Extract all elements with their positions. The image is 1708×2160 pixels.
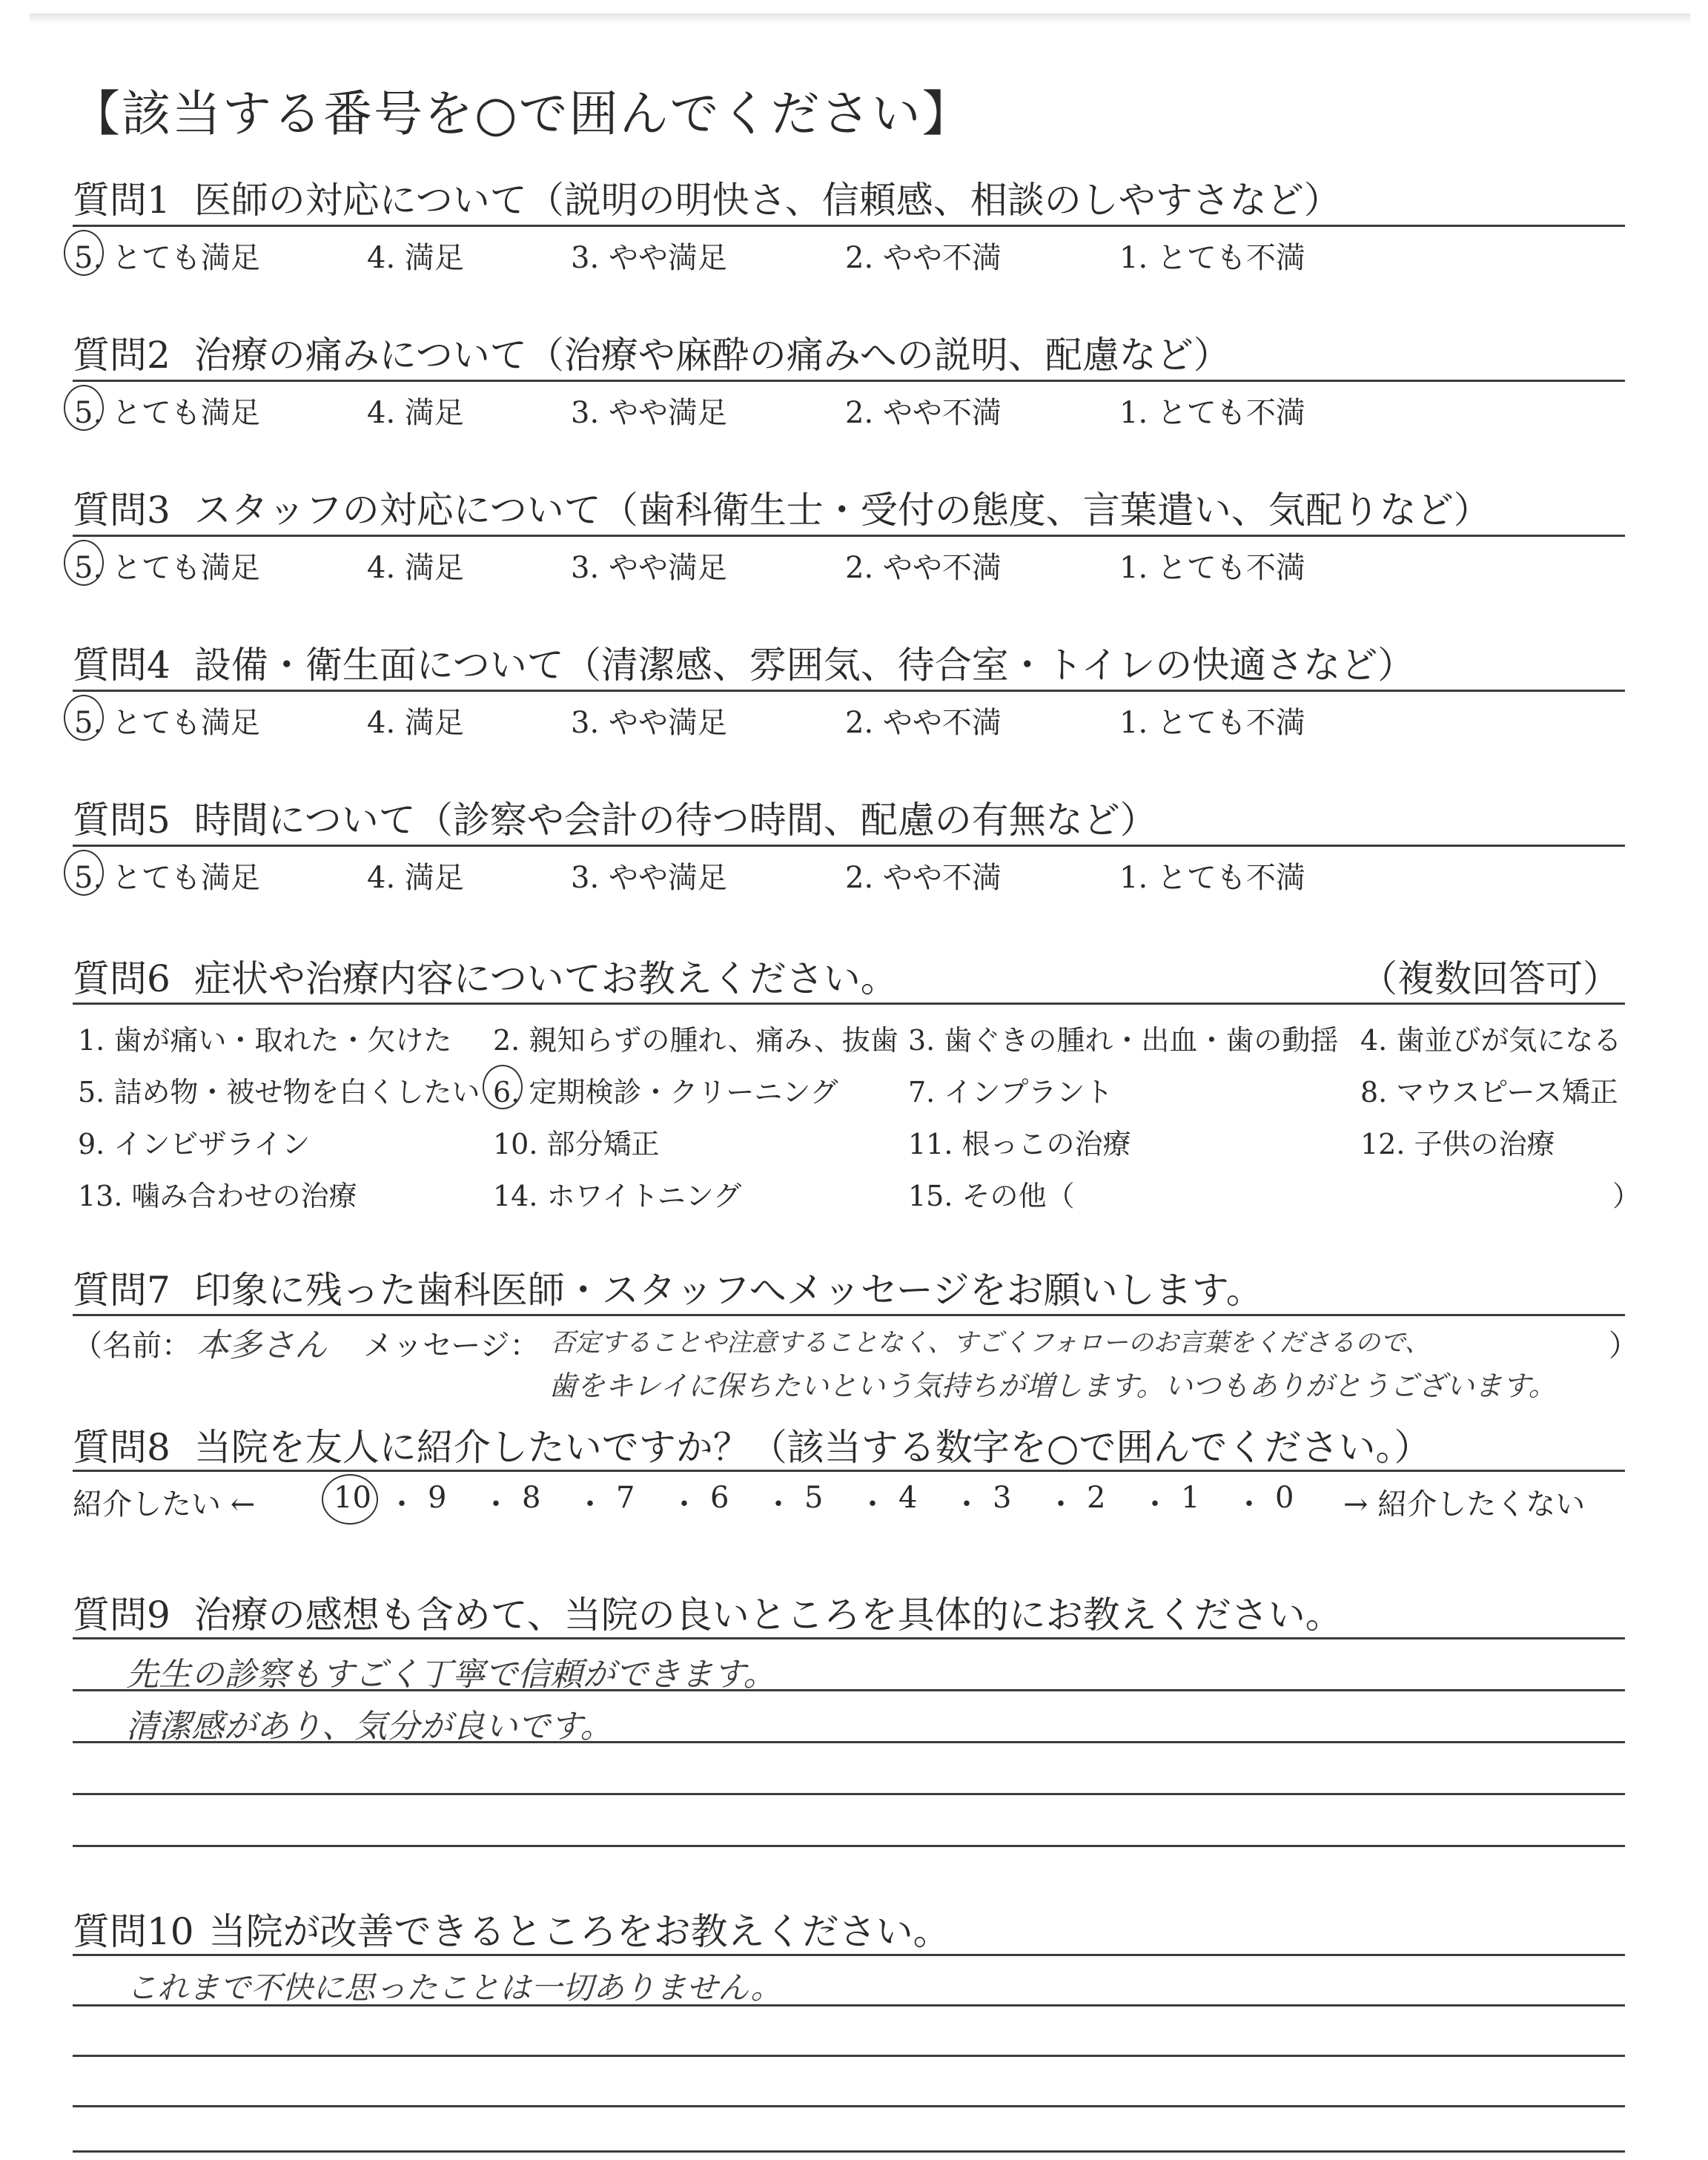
q9-text: 治療の感想も含めて、当院の良いところを具体的にお教えください。 bbox=[193, 1593, 1343, 1636]
q8-scale-5[interactable]: 5 bbox=[804, 1481, 824, 1515]
q6-rule bbox=[73, 1003, 1625, 1005]
q8-text: 当院を友人に紹介したいですか？（該当する数字を○で囲んでください。） bbox=[193, 1426, 1431, 1469]
q2-heading bbox=[73, 326, 1231, 379]
q8-separator: ・ bbox=[858, 1487, 887, 1522]
q8-separator: ・ bbox=[575, 1487, 605, 1522]
q5-option-5[interactable]: 5. とても満足 bbox=[74, 861, 260, 895]
q10-answer-line bbox=[73, 2055, 1625, 2057]
q1-option-4[interactable]: 4. 満足 bbox=[367, 241, 464, 275]
q8-separator: ・ bbox=[669, 1487, 699, 1522]
q8-scale-3[interactable]: 3 bbox=[993, 1481, 1012, 1515]
q6-close-paren: ） bbox=[1612, 1180, 1641, 1212]
q6-option-6[interactable]: 6. 定期検診・クリーニング bbox=[493, 1076, 838, 1109]
q7-label: 質問7 bbox=[73, 1269, 171, 1312]
q10-answer-1: これまで不快に思ったことは一切ありません。 bbox=[126, 1969, 782, 2006]
q3-selection-circle bbox=[64, 540, 104, 586]
q8-scale-6[interactable]: 6 bbox=[710, 1481, 729, 1515]
q6-text: 症状や治療内容についてお教えください。 bbox=[193, 957, 898, 1000]
q8-label: 質問8 bbox=[73, 1426, 171, 1469]
q10-heading bbox=[73, 1902, 950, 1955]
q3-option-2[interactable]: 2. やや不満 bbox=[845, 551, 1002, 585]
q4-option-3[interactable]: 3. やや満足 bbox=[571, 706, 727, 740]
q10-answer-line bbox=[73, 2105, 1625, 2107]
q2-text: 治療の痛みについて（治療や麻酔の痛みへの説明、配慮など） bbox=[193, 334, 1231, 377]
q7-message-label: メッセージ： bbox=[363, 1329, 540, 1363]
q7-text: 印象に残った歯科医師・スタッフへメッセージをお願いします。 bbox=[193, 1269, 1263, 1312]
q7-heading bbox=[73, 1261, 1263, 1314]
q5-option-2[interactable]: 2. やや不満 bbox=[845, 861, 1002, 895]
q5-selection-circle bbox=[64, 850, 104, 896]
q6-option-12[interactable]: 12. 子供の治療 bbox=[1360, 1128, 1555, 1160]
q8-left-label: 紹介したい ← bbox=[73, 1487, 256, 1522]
q3-heading bbox=[73, 480, 1491, 534]
q5-option-4[interactable]: 4. 満足 bbox=[367, 861, 464, 895]
q5-heading bbox=[73, 790, 1157, 844]
q8-scale-2[interactable]: 2 bbox=[1087, 1481, 1106, 1515]
q2-rule bbox=[73, 380, 1625, 382]
q10-rule bbox=[73, 1954, 1625, 1956]
q2-label: 質問2 bbox=[73, 334, 171, 377]
q9-answer-line bbox=[73, 1793, 1625, 1795]
q8-scale-0[interactable]: 0 bbox=[1275, 1481, 1294, 1515]
q8-separator: ・ bbox=[1140, 1487, 1170, 1522]
q10-text: 当院が改善できるところをお教えください。 bbox=[208, 1910, 950, 1953]
q5-rule bbox=[73, 845, 1625, 847]
q7-message-line1: 否定することや注意することなく、すごくフォローのお言葉をくださるので、 bbox=[550, 1328, 1430, 1358]
q8-right-label: → 紹介したくない bbox=[1343, 1487, 1586, 1522]
q3-text: スタッフの対応について（歯科衛生士・受付の態度、言葉遣い、気配りなど） bbox=[193, 489, 1491, 532]
q2-option-1[interactable]: 1. とても不満 bbox=[1119, 396, 1305, 430]
q6-option-14[interactable]: 14. ホワイトニング bbox=[493, 1180, 742, 1212]
q10-answer-line bbox=[73, 2150, 1625, 2153]
q6-option-15[interactable]: 15. その他（ bbox=[908, 1180, 1075, 1212]
q1-rule bbox=[73, 225, 1625, 227]
q5-option-1[interactable]: 1. とても不満 bbox=[1119, 861, 1305, 895]
q2-option-2[interactable]: 2. やや不満 bbox=[845, 396, 1002, 430]
q7-name-label: （名前： bbox=[73, 1329, 191, 1363]
q9-answer-line bbox=[73, 1845, 1625, 1847]
q2-option-5[interactable]: 5. とても満足 bbox=[74, 396, 260, 430]
q3-option-1[interactable]: 1. とても不満 bbox=[1119, 551, 1305, 585]
q5-text: 時間について（診察や会計の待つ時間、配慮の有無など） bbox=[193, 799, 1157, 842]
q6-label: 質問6 bbox=[73, 957, 171, 1000]
q7-close-paren: ） bbox=[1609, 1329, 1638, 1363]
page-title: 【該当する番号を○で囲んでください】 bbox=[71, 85, 973, 142]
q8-heading bbox=[73, 1418, 1431, 1471]
q4-option-4[interactable]: 4. 満足 bbox=[367, 706, 464, 740]
q4-option-1[interactable]: 1. とても不満 bbox=[1119, 706, 1305, 740]
q6-option-10[interactable]: 10. 部分矯正 bbox=[493, 1128, 660, 1160]
q4-selection-circle bbox=[64, 695, 104, 741]
q8-separator: ・ bbox=[764, 1487, 793, 1522]
q3-option-3[interactable]: 3. やや満足 bbox=[571, 551, 727, 585]
q2-option-4[interactable]: 4. 満足 bbox=[367, 396, 464, 430]
q6-option-4[interactable]: 4. 歯並びが気になる bbox=[1360, 1024, 1622, 1057]
q8-scale-1[interactable]: 1 bbox=[1181, 1481, 1200, 1515]
q4-text: 設備・衛生面について（清潔感、雰囲気、待合室・トイレの快適さなど） bbox=[193, 644, 1415, 687]
q10-label: 質問10 bbox=[73, 1910, 194, 1953]
q1-option-5[interactable]: 5. とても満足 bbox=[74, 241, 260, 275]
q4-option-5[interactable]: 5. とても満足 bbox=[74, 706, 260, 740]
q3-option-5[interactable]: 5. とても満足 bbox=[74, 551, 260, 585]
q6-selection-circle bbox=[483, 1065, 523, 1109]
q9-heading bbox=[73, 1585, 1343, 1639]
q1-option-3[interactable]: 3. やや満足 bbox=[571, 241, 727, 275]
q6-option-11[interactable]: 11. 根っこの治療 bbox=[908, 1128, 1131, 1160]
q8-scale-7[interactable]: 7 bbox=[616, 1481, 635, 1515]
q4-heading bbox=[73, 635, 1414, 689]
q1-option-2[interactable]: 2. やや不満 bbox=[845, 241, 1002, 275]
q8-scale-10[interactable]: 10 bbox=[334, 1481, 371, 1515]
q8-scale-9[interactable]: 9 bbox=[428, 1481, 447, 1515]
q7-rule bbox=[73, 1314, 1625, 1316]
q9-label: 質問9 bbox=[73, 1593, 171, 1636]
q9-answer-2: 清潔感があり、気分が良いです。 bbox=[126, 1708, 613, 1745]
q3-rule bbox=[73, 535, 1625, 537]
q4-label: 質問4 bbox=[73, 644, 171, 687]
q8-separator: ・ bbox=[1046, 1487, 1076, 1522]
q4-rule bbox=[73, 690, 1625, 692]
q6-option-9[interactable]: 9. インビザライン bbox=[78, 1128, 311, 1160]
q3-label: 質問3 bbox=[73, 489, 171, 532]
q6-option-8[interactable]: 8. マウスピース矯正 bbox=[1360, 1076, 1618, 1109]
q6-option-5[interactable]: 5. 詰め物・被せ物を白くしたい bbox=[78, 1076, 480, 1109]
q1-heading bbox=[73, 171, 1341, 224]
q8-separator: ・ bbox=[481, 1487, 511, 1522]
q6-heading bbox=[73, 949, 898, 1003]
q8-scale-4[interactable]: 4 bbox=[898, 1481, 918, 1515]
q5-option-3[interactable]: 3. やや満足 bbox=[571, 861, 727, 895]
q8-scale-8[interactable]: 8 bbox=[522, 1481, 541, 1515]
q6-option-7[interactable]: 7. インプラント bbox=[908, 1076, 1113, 1109]
q6-note: （複数回答可） bbox=[1360, 957, 1620, 1000]
q1-text: 医師の対応について（説明の明快さ、信頼感、相談のしやすさなど） bbox=[193, 179, 1341, 222]
q8-rule bbox=[73, 1470, 1625, 1472]
q1-option-1[interactable]: 1. とても不満 bbox=[1119, 241, 1305, 275]
q8-separator: ・ bbox=[387, 1487, 417, 1522]
q8-separator: ・ bbox=[1234, 1487, 1264, 1522]
q6-option-13[interactable]: 13. 噛み合わせの治療 bbox=[78, 1180, 357, 1212]
q8-separator: ・ bbox=[952, 1487, 982, 1522]
q1-label: 質問1 bbox=[73, 179, 171, 222]
q5-label: 質問5 bbox=[73, 799, 171, 842]
q6-option-2[interactable]: 2. 親知らずの腫れ、痛み、抜歯 bbox=[493, 1024, 898, 1057]
q6-option-3[interactable]: 3. 歯ぐきの腫れ・出血・歯の動揺 bbox=[908, 1024, 1339, 1057]
q9-answer-1: 先生の診察もすごく丁寧で信頼ができます。 bbox=[126, 1656, 776, 1694]
q2-selection-circle bbox=[64, 385, 104, 431]
q9-rule bbox=[73, 1637, 1625, 1639]
q4-option-2[interactable]: 2. やや不満 bbox=[845, 706, 1002, 740]
q7-message-line2: 歯をキレイに保ちたいという気持ちが増します。いつもありがとうございます。 bbox=[549, 1370, 1557, 1402]
q3-option-4[interactable]: 4. 満足 bbox=[367, 551, 464, 585]
q1-selection-circle bbox=[64, 230, 104, 276]
q6-option-1[interactable]: 1. 歯が痛い・取れた・欠けた bbox=[78, 1024, 452, 1057]
q2-option-3[interactable]: 3. やや満足 bbox=[571, 396, 727, 430]
q8-selection-circle bbox=[322, 1474, 378, 1525]
page-top-shadow bbox=[30, 13, 1690, 24]
q7-name-value: 本多さん bbox=[196, 1327, 327, 1364]
